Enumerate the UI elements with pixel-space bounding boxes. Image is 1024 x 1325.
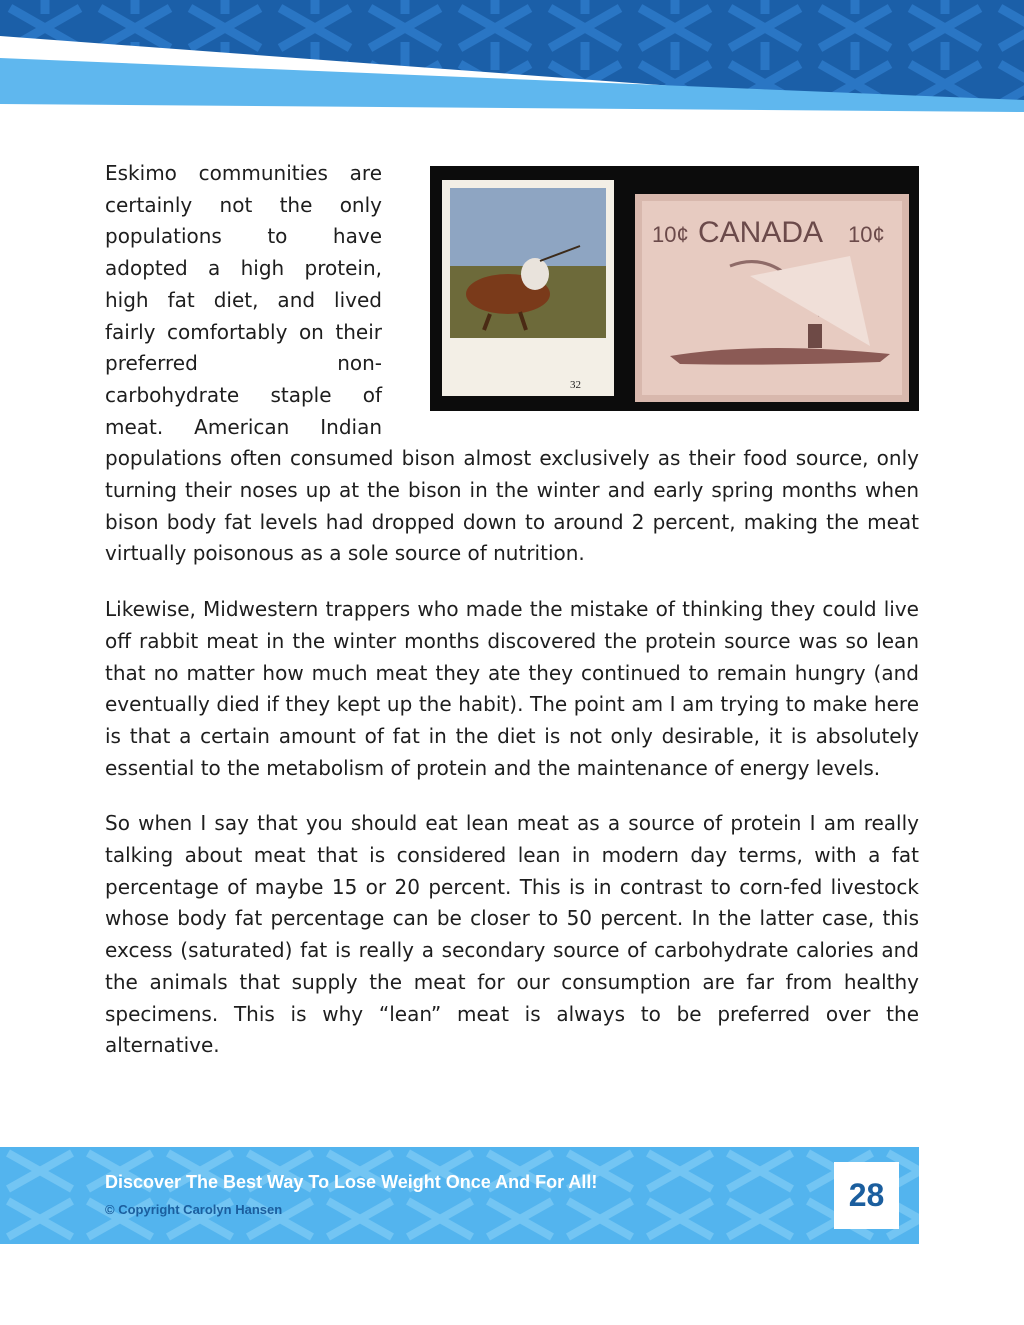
page-number-box bbox=[834, 1162, 899, 1229]
footer-bar bbox=[0, 1147, 919, 1244]
stamp-number: 32 bbox=[570, 379, 581, 391]
footer-pattern bbox=[0, 1147, 919, 1244]
canada-stamps-image bbox=[430, 166, 919, 411]
article-body bbox=[105, 158, 919, 1086]
footer-copyright: © Copyright Carolyn Hansen bbox=[105, 1202, 283, 1217]
stamp-value-right: 10¢ bbox=[848, 222, 885, 247]
header-banner bbox=[0, 0, 1024, 112]
paragraph-2: Likewise, Midwestern trappers who made the mistake of thinking they could live off rabbit meat in the winter months discovered the protein source was so lean that no matter how much meat they ate they continued to remain hungry (and eventually died if they kept up the habit). The point am I am trying to make here is that a certain amount of fat in the diet is not only desirable, it is absolutely essential to the metabolism of protein and the maintenance of energy levels. bbox=[105, 597, 919, 780]
paragraph-1: Eskimo communities are certainly not the only populations to have adopted a high protein, high fat diet, and lived fairly comfortably on their preferred non-carbohydrate staple of meat. American Indian populations often consumed bison almost exclusively as their food source, only turning their noses up at the bison in the winter and early spring months when bison body fat levels had dropped down to around 2 percent, making the meat virtually poisonous as a sole source of nutrition. bbox=[105, 161, 919, 566]
paragraph-3: So when I say that you should eat lean meat as a source of protein I am really talking about meat that is considered lean in modern day terms, with a fat percentage of maybe 15 or 20 percent. This is in contrast to corn-fed livestock whose body fat percentage can be closer to 50 percent. In the latter case, this excess (saturated) fat is really a secondary source of carbohydrate calories and the animals that supply the meat for our consumption are far from healthy specimens. This is why “lean” meat is always to be preferred over the alternative. bbox=[105, 811, 919, 1058]
stamp-value-left: 10¢ bbox=[652, 222, 689, 247]
page-number: 28 bbox=[848, 1177, 885, 1213]
header-pattern bbox=[0, 0, 1024, 112]
footer-title: Discover The Best Way To Lose Weight Once And For All! bbox=[105, 1172, 598, 1192]
stamp-country: CANADA bbox=[698, 216, 824, 249]
